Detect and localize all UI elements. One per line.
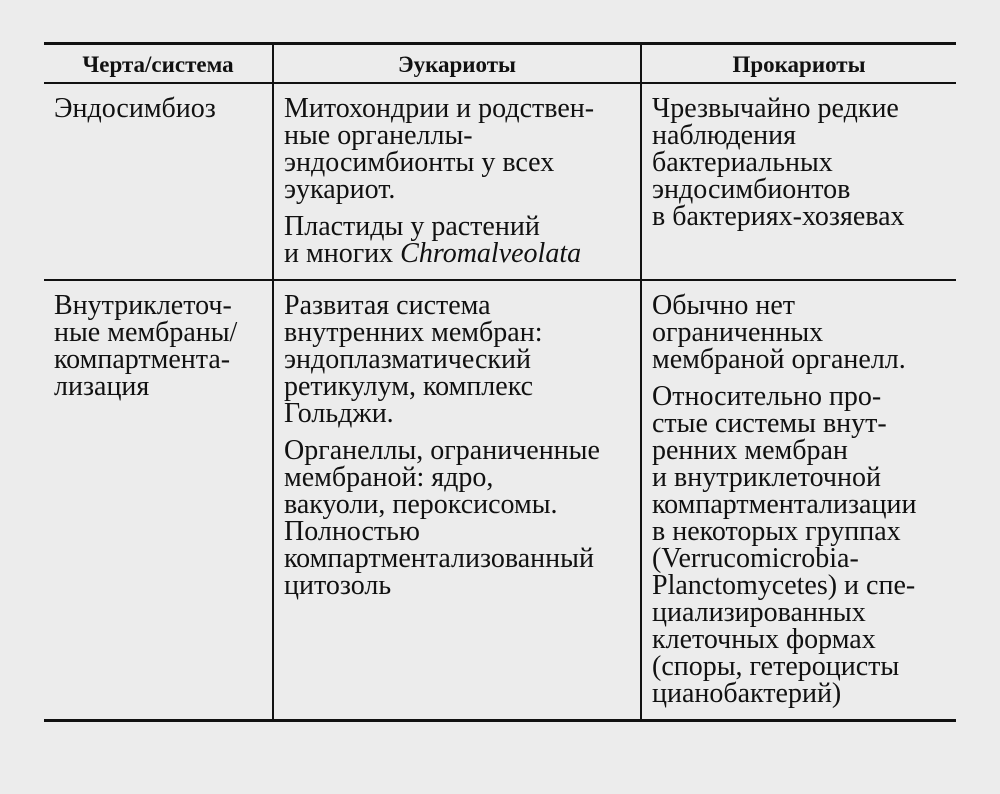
feature-text: Внутриклеточ- ные мембраны/ компартмента- лизация (54, 290, 238, 402)
header-feature: Черта/система (44, 44, 273, 84)
cell-eukaryotes (273, 83, 641, 280)
table-header-row (44, 44, 956, 84)
table-row-endosymbiosis (44, 83, 956, 280)
eukaryotes-text: Пластиды у растений и многих (284, 211, 540, 269)
prokaryotes-paragraph: Обычно нет ограниченных мембраной органелл. (652, 290, 906, 375)
cell-prokaryotes (641, 280, 956, 721)
cell-feature (44, 83, 273, 280)
eukaryotes-paragraph: Митохондрии и родствен- ные органеллы- эндосимбионты у всех эукариот. (284, 93, 595, 205)
comparison-table-container (44, 42, 956, 722)
taxon-name: Chromalveolata (400, 238, 582, 269)
eukaryotes-paragraph: Органеллы, ограниченные мембраной: ядро, вакуоли, пероксисомы. Полностью компартментализованный цитозоль (284, 435, 600, 601)
cell-feature (44, 280, 273, 721)
eukaryotes-paragraph: Развитая система внутренних мембран: эндоплазматический ретикулум, комплекс Гольджи. (284, 290, 543, 429)
cell-prokaryotes (641, 83, 956, 280)
prokaryotes-paragraph: Относительно про- стые системы внут- ренних мембран и внутриклеточной компартментализации в некоторых группах (Verrucomicrobia- Planctomycetes) и спе- циализированных клеточных формах (споры, гетероцисты цианобактерий) (652, 381, 917, 709)
table-row-membranes (44, 280, 956, 721)
cell-eukaryotes (273, 280, 641, 721)
prokaryotes-paragraph: Чрезвычайно редкие наблюдения бактериальных эндосимбионтов в бактериях-хозяевах (652, 93, 905, 232)
eukaryotes-paragraph-with-italic (284, 213, 632, 267)
header-eukaryotes: Эукариоты (273, 44, 641, 84)
feature-text: Эндосимбиоз (54, 93, 216, 124)
header-prokaryotes: Прокариоты (641, 44, 956, 84)
comparison-table (44, 42, 956, 722)
